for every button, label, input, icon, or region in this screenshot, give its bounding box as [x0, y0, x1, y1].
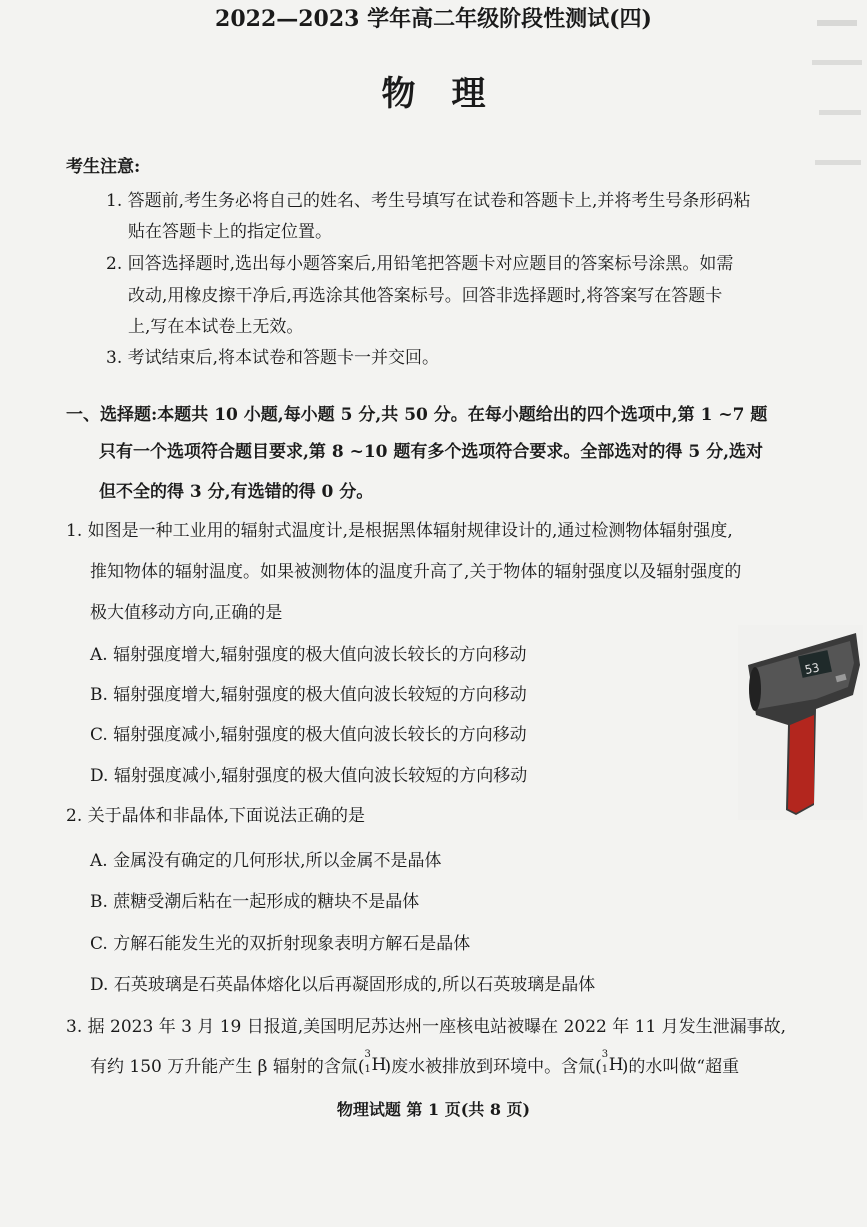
page-footer: 物理试题 第 1 页(共 8 页) [336, 1100, 531, 1119]
section-instructions: 一、选择题:本题共 10 小题,每小题 5 分,共 50 分。在每小题给出的四个选项中,第 1 ~7 题 [66, 405, 768, 425]
section-instructions: 但不全的得 3 分,有选错的得 0 分。 [99, 482, 374, 502]
notice-line: 3. 考试结束后,将本试卷和答题卡一并交回。 [106, 348, 440, 368]
notice-line: 1. 答题前,考生务必将自己的姓名、考生号填写在试卷和答题卡上,并将考生号条形码粘 [106, 191, 751, 211]
notice-line: 上,写在本试卷上无效。 [128, 317, 304, 337]
notice-line: 改动,用橡皮擦干净后,再选涂其他答案标号。回答非选择题时,将答案写在答题卡 [128, 286, 723, 306]
notice-line: 2. 回答选择题时,选出每小题答案后,用铅笔把答题卡对应题目的答案标号涂黑。如需 [106, 254, 734, 274]
option-c: C. 辐射强度减小,辐射强度的极大值向波长较长的方向移动 [90, 725, 527, 745]
section-instructions: 只有一个选项符合题目要求,第 8 ~10 题有多个选项符合要求。全部选对的得 5 分,选对 [99, 442, 763, 462]
option-c: C. 方解石能发生光的双折射现象表明方解石是晶体 [90, 934, 471, 954]
tritium-isotope: 3 1 H [601, 1049, 624, 1075]
exam-header: 2022—2023 学年高二年级阶段性测试(四) [215, 6, 652, 32]
question-3-stem: 有约 150 万升能产生 β 辐射的含氚( 3 1 H )废水被排放到环境中。含氚( 3 1 H )的水叫做“超重 [90, 1049, 740, 1077]
question-1-stem: 推知物体的辐射温度。如果被测物体的温度升高了,关于物体的辐射强度以及辐射强度的 [90, 562, 742, 582]
subject-title: 物理 [381, 74, 522, 114]
option-b: B. 蔗糖受潮后粘在一起形成的糖块不是晶体 [90, 892, 420, 912]
option-d: D. 辐射强度减小,辐射强度的极大值向波长较短的方向移动 [90, 766, 528, 786]
infrared-thermometer-icon [738, 625, 863, 820]
question-1-stem: 1. 如图是一种工业用的辐射式温度计,是根据黑体辐射规律设计的,通过检测物体辐射强度, [66, 521, 733, 541]
question-3-stem: 3. 据 2023 年 3 月 19 日报道,美国明尼苏达州一座核电站被曝在 2022 年 11 月发生泄漏事故, [66, 1017, 787, 1037]
notice-line: 贴在答题卡上的指定位置。 [128, 222, 332, 242]
option-b: B. 辐射强度增大,辐射强度的极大值向波长较短的方向移动 [90, 685, 527, 705]
notice-title: 考生注意: [66, 157, 141, 177]
tritium-isotope: 3 1 H [364, 1049, 387, 1075]
option-a: A. 金属没有确定的几何形状,所以金属不是晶体 [90, 851, 442, 871]
option-a: A. 辐射强度增大,辐射强度的极大值向波长较长的方向移动 [90, 645, 527, 665]
question-2-stem: 2. 关于晶体和非晶体,下面说法正确的是 [66, 806, 366, 826]
thermometer-display: 53 [803, 660, 821, 678]
question-1-stem: 极大值移动方向,正确的是 [90, 603, 283, 623]
option-d: D. 石英玻璃是石英晶体熔化以后再凝固形成的,所以石英玻璃是晶体 [90, 975, 596, 995]
